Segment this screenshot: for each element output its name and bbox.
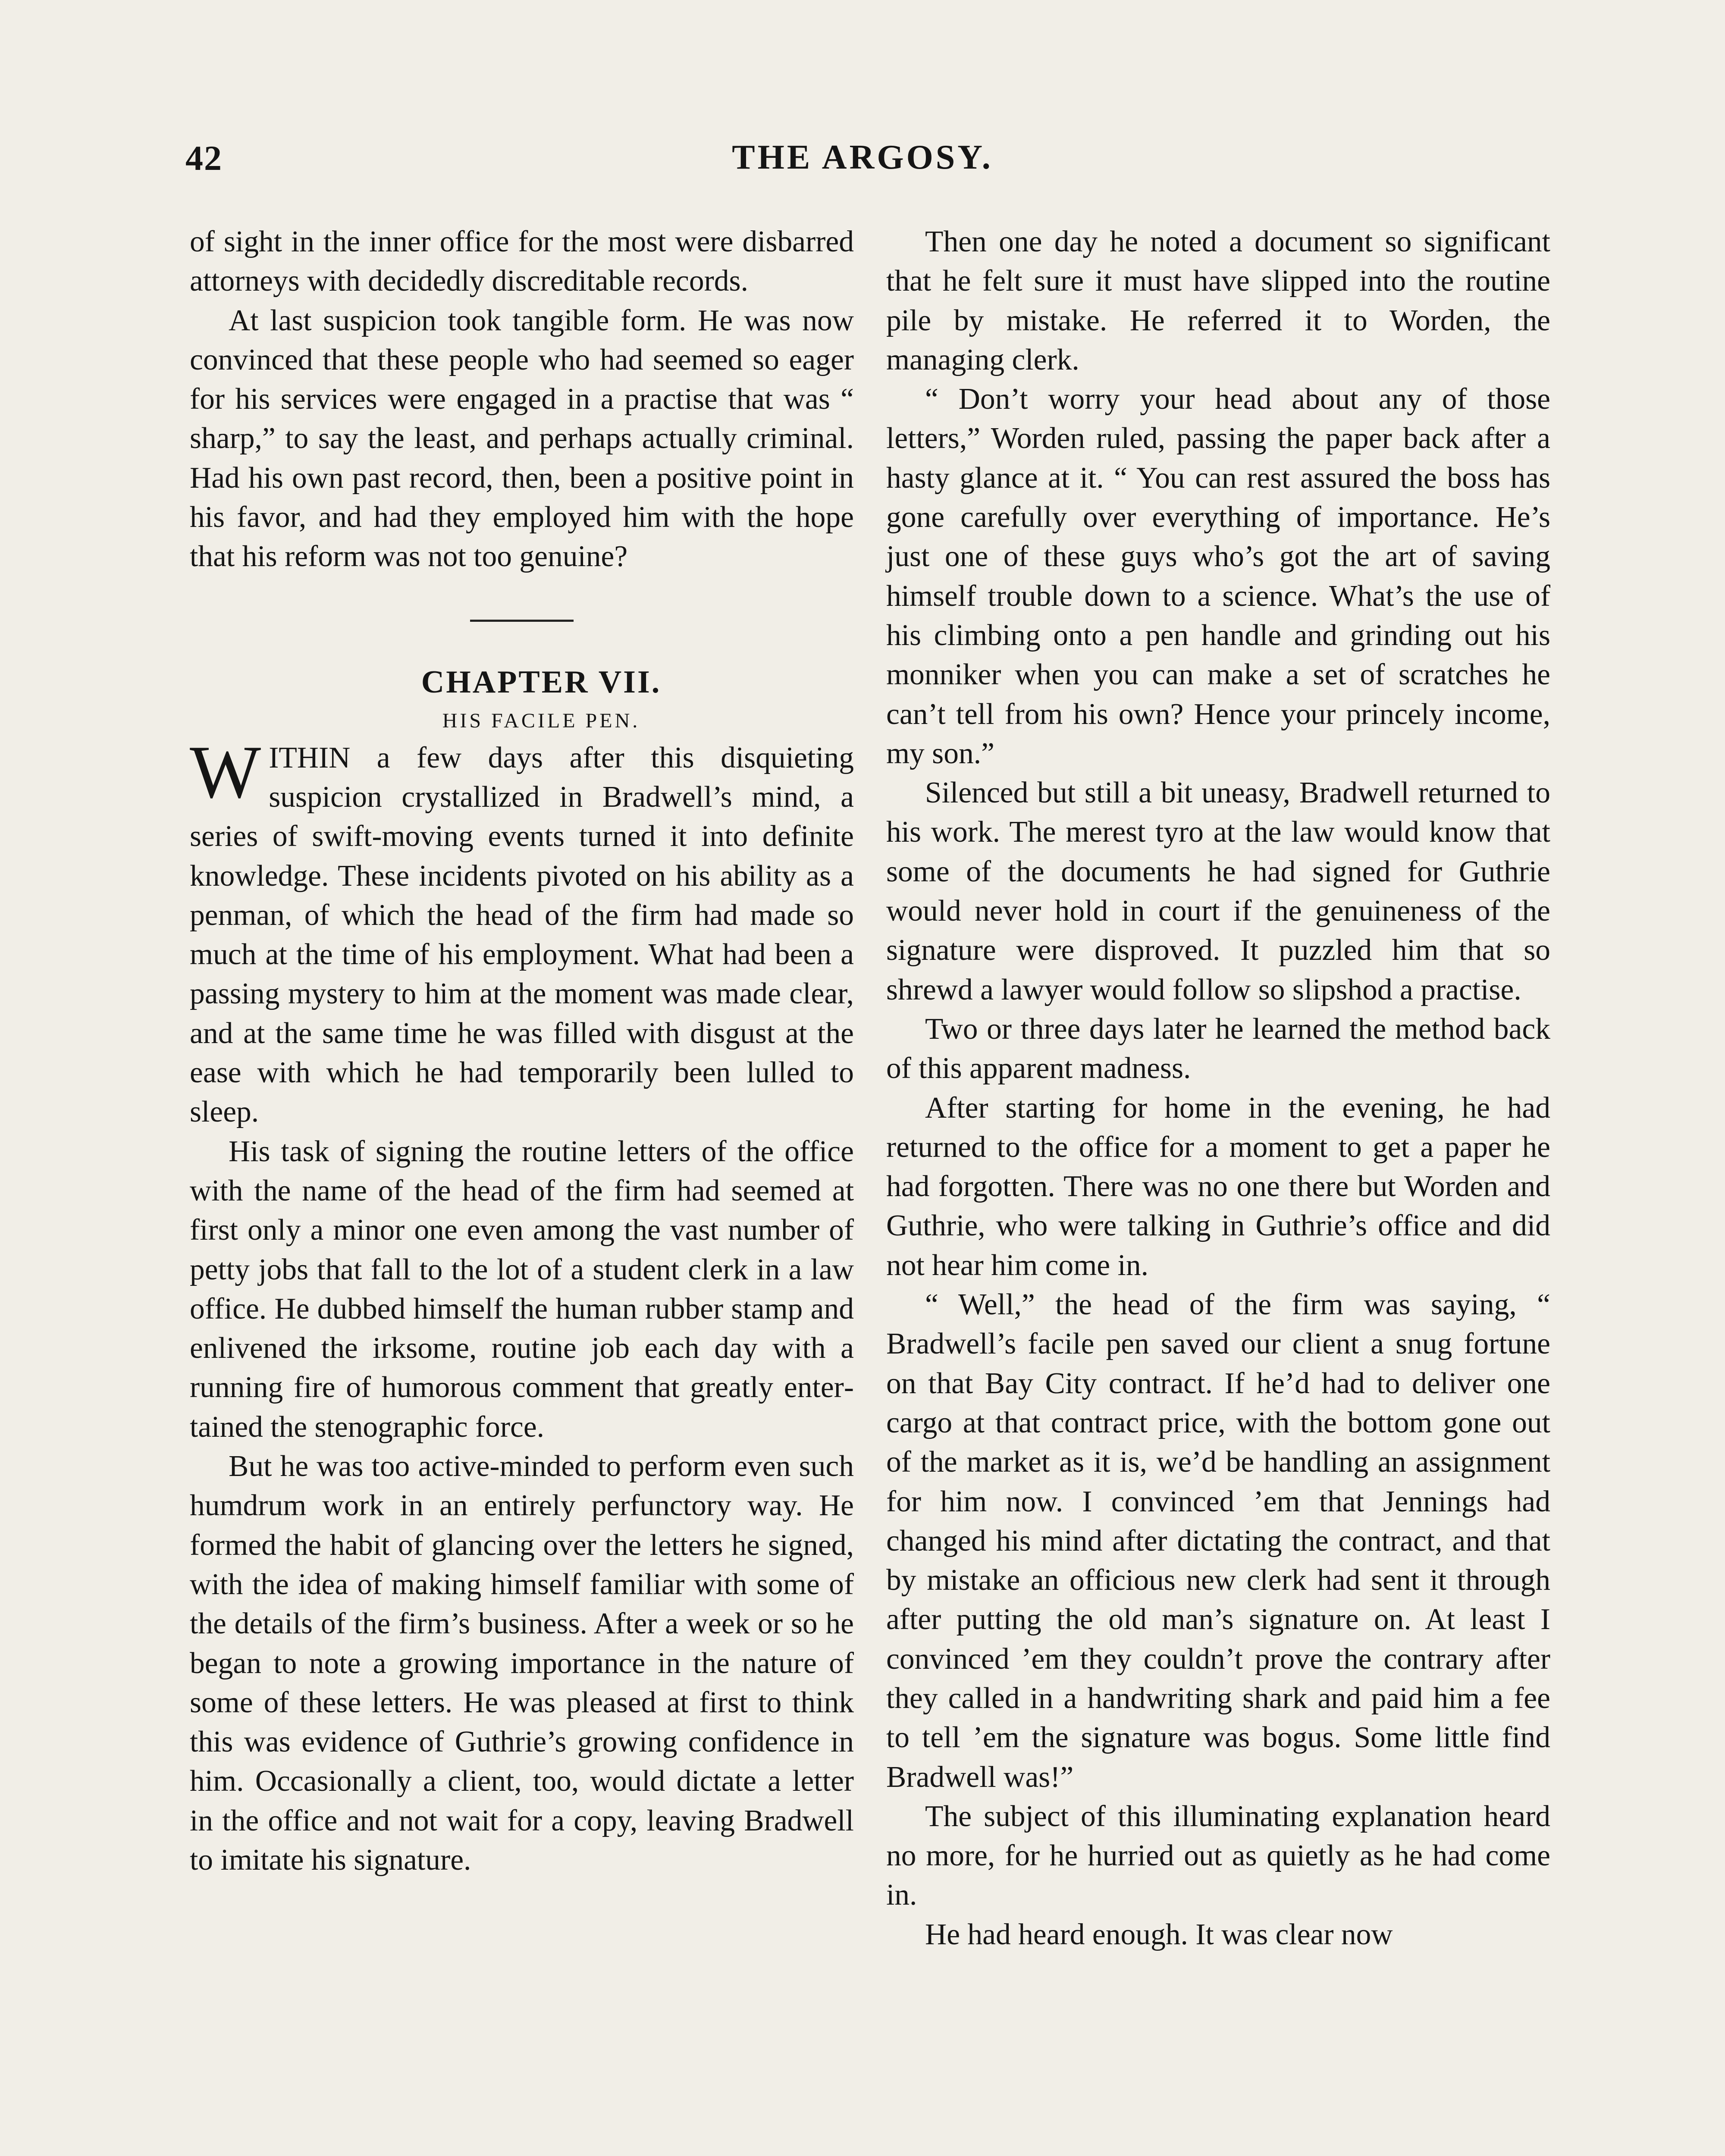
chapter-heading: CHAPTER VII. bbox=[421, 664, 662, 700]
chapter-subtitle: HIS FACILE PEN. bbox=[442, 709, 640, 732]
section-divider bbox=[470, 620, 574, 622]
running-head: THE ARGOSY. bbox=[732, 138, 993, 176]
paragraph: “ Well,” the head of the firm was saying, “ Bradwell’s facile pen saved our client a snug fortune on that Bay City contract. If he’d had to deliver one cargo at that contract price, with the bottom gone out of the market as it is, we’d be handling an assignment for him now. I convinced ’em that Jennings had changed his mind after dictating the contract, and that by mistake an officious new clerk had sent it through after putting the old man’s signature on. At least I convinced ’em they couldn’t prove the contrary after they called in a handwriting shark and paid him a fee to tell ’em the signature was bogus. Some little find Bradwell was!” bbox=[886, 1288, 1550, 1794]
right-column bbox=[886, 222, 1550, 1954]
paragraph-text: ITHIN a few days after this disquieting suspicion crystallized in Bradwell’s mind, a series of swift-moving events turned it into definite knowledge. These incidents pivoted on his ability as a penman, of which the head of the firm had made so much at the time of his employment. What had been a passing mystery to him at the moment was made clear, and at the same time he was filled with disgust at the ease with which he had temporarily been lulled to sleep. bbox=[190, 741, 854, 1129]
paragraph: The subject of this illuminating explanation heard no more, for he hurried out as quietly as he had come in. bbox=[886, 1799, 1550, 1912]
page-number: 42 bbox=[185, 138, 223, 178]
left-column bbox=[190, 222, 854, 1880]
paragraph: He had heard enough. It was clear now bbox=[925, 1918, 1393, 1951]
chapter-opening-paragraph bbox=[190, 730, 854, 1132]
paragraph: of sight in the inner office for the most were disbarred attorneys with decidedly discreditable records. bbox=[190, 225, 854, 298]
paragraph: Silenced but still a bit uneasy, Bradwell returned to his work. The merest tyro at the law would know that some of the documents he had signed for Guthrie would never hold in court if the genuineness of the signature were disproved. It puzzled him that so shrewd a lawyer would follow so slipshod a practise. bbox=[886, 776, 1550, 1006]
page-header bbox=[0, 138, 1725, 185]
paragraph: But he was too active-minded to perform even such humdrum work in an entirely perfunctory way. He formed the habit of glancing over the letters he signed, with the idea of making himself familiar with some of the details of the firm’s business. After a week or so he began to note a growing importance in the nature of some of these letters. He was pleased at first to think this was evidence of Guthrie’s growing confidence in him. Occasionally a client, too, would dictate a letter in the office and not wait for a copy, leaving Bradwell to imitate his signature. bbox=[190, 1450, 854, 1877]
drop-cap: W bbox=[190, 730, 261, 814]
paragraph: At last suspicion took tangible form. He was now convinced that these people who had seemed so eager for his services were engaged in a practise that was “ sharp,” to say the least, and perhaps actually criminal. Had his own past record, then, been a positive point in his favor, and had they employed him with the hope that his reform was not too genuine? bbox=[190, 304, 854, 573]
paragraph: After starting for home in the evening, he had returned to the office for a moment to get a paper he had forgotten. There was no one there but Worden and Guthrie, who were talking in Guthrie’s office and did not hear him come in. bbox=[886, 1091, 1550, 1282]
paragraph: Then one day he noted a document so significant that he felt sure it must have slipped into the routine pile by mistake. He referred it to Worden, the managing clerk. bbox=[886, 225, 1550, 376]
paragraph: “ Don’t worry your head about any of those letters,” Worden ruled, passing the paper back after a hasty glance at it. “ You can rest assured the boss has gone carefully over everything of importance. He’s just one of these guys who’s got the art of saving himself trouble down to a science. What’s the use of his climbing onto a pen handle and grinding out his monniker when you can make a set of scratches he can’t tell from his own? Hence your princely income, my son.” bbox=[886, 382, 1550, 770]
paragraph: Two or three days later he learned the method back of this apparent madness. bbox=[886, 1012, 1550, 1085]
paragraph: His task of signing the routine letters of the office with the name of the head of the firm had seemed at first only a minor one even among the vast number of petty jobs that fall to the lot of a student clerk in a law office. He dubbed himself the human rubber stamp and enlivened the irksome, routine job each day with a running fire of humorous comment that greatly entertained the stenographic force. bbox=[190, 1134, 854, 1444]
